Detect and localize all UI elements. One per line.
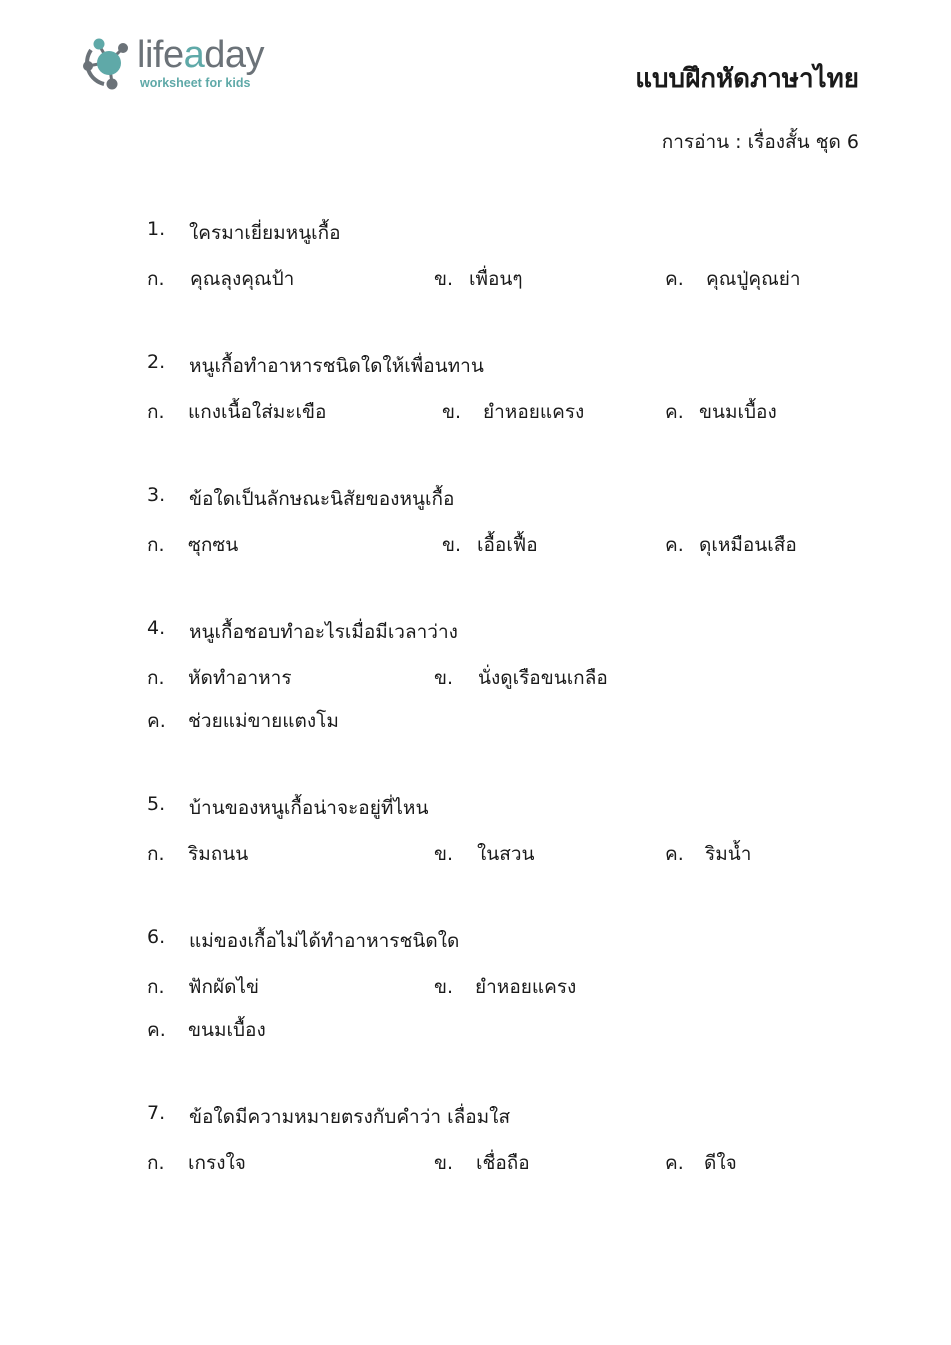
question-number: 4. (147, 617, 166, 639)
option-text: เกรงใจ (188, 1152, 246, 1174)
option-label: ก. (147, 401, 165, 423)
option-text: ริมน้ำ (705, 843, 752, 865)
option-text: นั่งดูเรือขนเกลือ (478, 667, 608, 689)
question-6 (147, 926, 867, 1045)
answer-option (147, 706, 339, 736)
question-text: ใครมาเยี่ยมหนูเกื้อ (189, 222, 341, 244)
option-label: ค. (147, 710, 166, 732)
worksheet-title: แบบฝึกหัดภาษาไทย (635, 64, 859, 94)
question-text: บ้านของหนูเกื้อน่าจะอยู่ที่ไหน (189, 797, 429, 819)
answer-option (147, 972, 259, 1002)
options-row (147, 972, 867, 1002)
option-text: ดีใจ (704, 1152, 737, 1174)
question-1 (147, 218, 867, 294)
question-text: ข้อใดมีความหมายตรงกับคำว่า เลื่อมใส (189, 1106, 511, 1128)
option-label: ค. (665, 268, 684, 290)
option-label: ค. (147, 1019, 166, 1041)
option-text: ช่วยแม่ขายแตงโม (188, 710, 339, 732)
answer-option (434, 663, 608, 693)
answer-option (147, 839, 249, 869)
options-row (147, 663, 867, 693)
answer-option (147, 397, 327, 427)
question-4 (147, 617, 867, 736)
answer-option (665, 530, 797, 560)
question-number: 5. (147, 793, 166, 815)
question-2 (147, 351, 867, 427)
option-text: คุณปู่คุณย่า (706, 268, 801, 290)
option-text: แกงเนื้อใส่มะเขือ (188, 401, 327, 423)
option-label: ก. (147, 976, 165, 998)
question-line (147, 1102, 867, 1132)
option-label: ข. (434, 268, 454, 290)
question-line (147, 218, 867, 248)
option-label: ก. (147, 843, 165, 865)
option-text: ซุกซน (188, 534, 239, 556)
option-text: ยำหอยแครง (483, 401, 585, 423)
option-text: ในสวน (477, 843, 535, 865)
option-label: ก. (147, 534, 165, 556)
options-row (147, 530, 867, 560)
option-label: ข. (434, 843, 454, 865)
option-label: ค. (665, 534, 684, 556)
option-label: ข. (434, 667, 454, 689)
answer-option (434, 972, 577, 1002)
logo-wordmark: lifeaday (137, 34, 264, 76)
question-line (147, 793, 867, 823)
answer-option (665, 397, 777, 427)
answer-option (147, 663, 292, 693)
question-text: ข้อใดเป็นลักษณะนิสัยของหนูเกื้อ (189, 488, 455, 510)
option-label: ข. (434, 976, 454, 998)
question-line (147, 351, 867, 381)
answer-option (665, 264, 801, 294)
logo-tagline: worksheet for kids (140, 76, 251, 90)
question-3 (147, 484, 867, 560)
option-text: เชื่อถือ (476, 1152, 530, 1174)
answer-option (665, 1148, 737, 1178)
answer-option (665, 839, 752, 869)
question-number: 1. (147, 218, 166, 240)
worksheet-subtitle: การอ่าน : เรื่องสั้น ชุด 6 (661, 131, 859, 153)
answer-option (147, 264, 295, 294)
answer-option (434, 264, 523, 294)
answer-option (147, 1015, 266, 1045)
question-text: หนูเกื้อทำอาหารชนิดใดให้เพื่อนทาน (189, 355, 484, 377)
question-number: 7. (147, 1102, 166, 1124)
question-line (147, 484, 867, 514)
question-text: แม่ของเกื้อไม่ได้ทำอาหารชนิดใด (189, 930, 460, 952)
options-row (147, 264, 867, 294)
option-label: ข. (442, 401, 462, 423)
question-5 (147, 793, 867, 869)
option-label: ค. (665, 401, 684, 423)
option-label: ข. (434, 1152, 454, 1174)
question-text: หนูเกื้อชอบทำอะไรเมื่อมีเวลาว่าง (189, 621, 458, 643)
option-text: เพื่อนๆ (469, 268, 523, 290)
option-label: ก. (147, 1152, 165, 1174)
answer-option (442, 530, 538, 560)
option-text: หัดทำอาหาร (188, 667, 292, 689)
option-text: คุณลุงคุณป้า (190, 268, 295, 290)
option-text: ดุเหมือนเสือ (699, 534, 797, 556)
answer-option (147, 530, 239, 560)
question-number: 3. (147, 484, 166, 506)
option-label: ค. (665, 843, 684, 865)
option-text: ฟักผัดไข่ (188, 976, 259, 998)
options-row (147, 397, 867, 427)
option-label: ข. (442, 534, 462, 556)
option-text: เอื้อเฟื้อ (477, 534, 538, 556)
answer-option (434, 839, 535, 869)
option-text: ยำหอยแครง (475, 976, 577, 998)
brand-logo (82, 34, 282, 98)
question-line (147, 926, 867, 956)
question-7 (147, 1102, 867, 1178)
molecule-logo-icon (82, 36, 134, 92)
question-number: 2. (147, 351, 166, 373)
answer-option (442, 397, 585, 427)
option-text: ขนมเบื้อง (188, 1019, 266, 1041)
option-label: ก. (147, 667, 165, 689)
question-line (147, 617, 867, 647)
question-number: 6. (147, 926, 166, 948)
answer-option (147, 1148, 246, 1178)
options-row (147, 1015, 867, 1045)
options-row (147, 839, 867, 869)
option-text: ขนมเบื้อง (699, 401, 777, 423)
option-label: ก. (147, 268, 165, 290)
option-label: ค. (665, 1152, 684, 1174)
options-row (147, 1148, 867, 1178)
option-text: ริมถนน (188, 843, 249, 865)
answer-option (434, 1148, 530, 1178)
options-row (147, 706, 867, 736)
